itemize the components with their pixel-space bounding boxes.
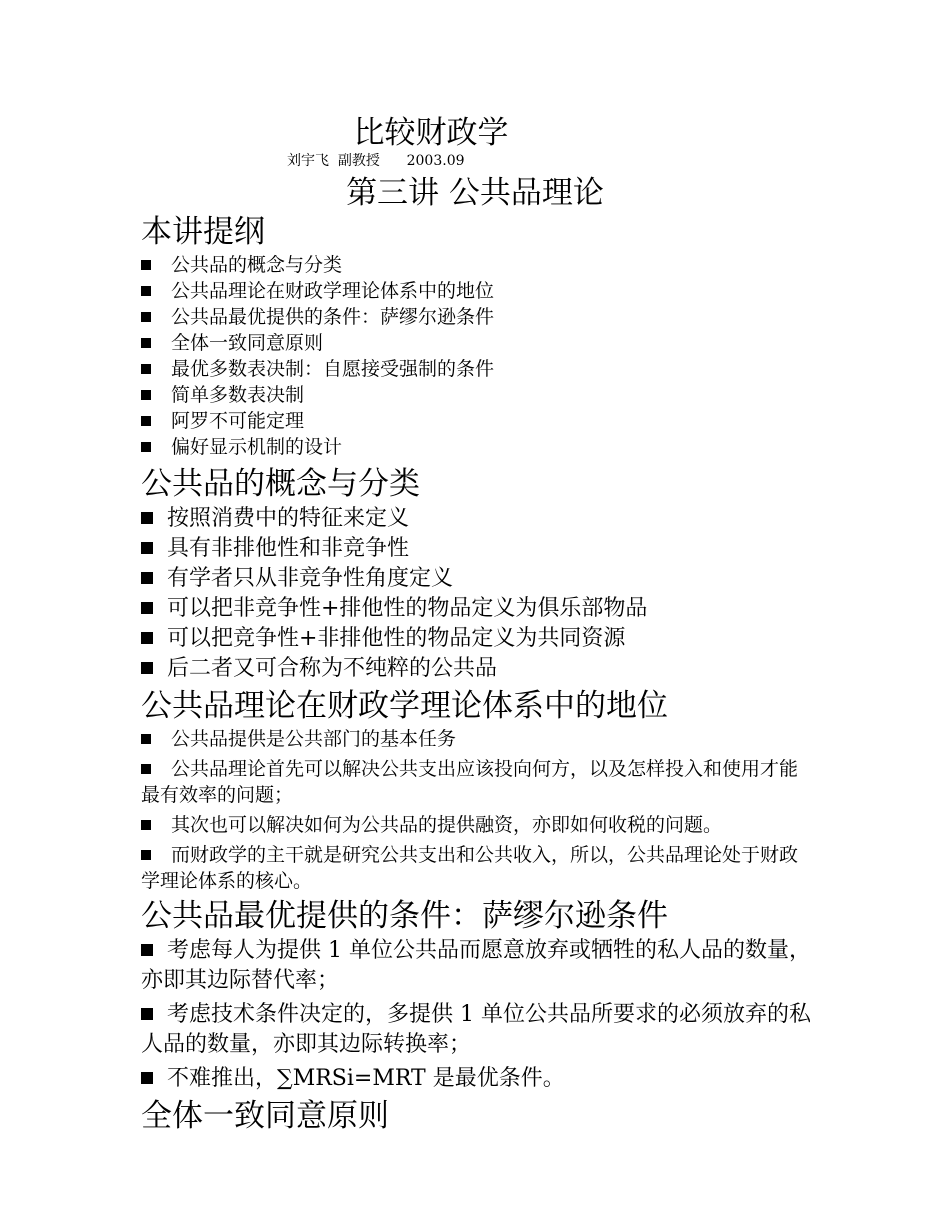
square-bullet-icon bbox=[141, 542, 153, 554]
lecture-title: 第三讲 公共品理论 bbox=[346, 175, 604, 211]
author-rank: 副教授 bbox=[337, 153, 380, 169]
list-item: 公共品提供是公共部门的基本任务 bbox=[141, 726, 811, 752]
document-date: 2003.09 bbox=[406, 153, 465, 169]
list-item: 后二者又可合称为不纯粹的公共品 bbox=[141, 654, 811, 684]
square-bullet-icon bbox=[141, 602, 153, 614]
square-bullet-icon bbox=[141, 944, 153, 956]
list-item: 简单多数表决制 bbox=[141, 382, 811, 408]
document-content bbox=[141, 212, 811, 1136]
square-bullet-icon bbox=[141, 632, 153, 644]
list-item: 考虑技术条件决定的，多提供 1 单位公共品所要求的必须放弃的私人品的数量，亦即其边际转换率； bbox=[141, 1002, 811, 1057]
square-bullet-icon bbox=[141, 1008, 153, 1020]
section-heading-unanimity: 全体一致同意原则 bbox=[141, 1098, 389, 1134]
square-bullet-icon bbox=[141, 364, 151, 374]
square-bullet-icon bbox=[141, 764, 151, 774]
square-bullet-icon bbox=[141, 390, 151, 400]
list-item: 而财政学的主干就是研究公共支出和公共收入，所以，公共品理论处于财政学理论体系的核心。 bbox=[141, 844, 799, 892]
list-item: 考虑每人为提供 1 单位公共品而愿意放弃或牺牲的私人品的数量，亦即其边际替代率； bbox=[141, 938, 811, 993]
list-item: 公共品理论在财政学理论体系中的地位 bbox=[141, 278, 811, 304]
section-heading-position: 公共品理论在财政学理论体系中的地位 bbox=[141, 688, 668, 724]
square-bullet-icon bbox=[141, 416, 151, 426]
square-bullet-icon bbox=[141, 662, 153, 674]
concept-list bbox=[141, 504, 811, 684]
square-bullet-icon bbox=[141, 312, 151, 322]
outline-list bbox=[141, 252, 811, 460]
square-bullet-icon bbox=[141, 286, 151, 296]
list-item: 可以把非竞争性+排他性的物品定义为俱乐部物品 bbox=[141, 594, 811, 624]
square-bullet-icon bbox=[141, 260, 151, 270]
section-heading-concept: 公共品的概念与分类 bbox=[141, 466, 420, 502]
author-line bbox=[287, 152, 465, 170]
square-bullet-icon bbox=[141, 734, 151, 744]
list-item: 公共品理论首先可以解决公共支出应该投向何方，以及怎样投入和使用才能最有效率的问题； bbox=[141, 758, 799, 806]
document-title: 比较财政学 bbox=[353, 115, 509, 151]
author-name: 刘宇飞 bbox=[287, 153, 329, 169]
list-item: 偏好显示机制的设计 bbox=[141, 434, 811, 460]
list-item: 按照消费中的特征来定义 bbox=[141, 504, 811, 534]
list-item: 不难推出，∑MRSi=MRT 是最优条件。 bbox=[141, 1064, 811, 1094]
square-bullet-icon bbox=[141, 820, 151, 830]
list-item: 最优多数表决制：自愿接受强制的条件 bbox=[141, 356, 811, 382]
square-bullet-icon bbox=[141, 850, 151, 860]
section-heading-samuelson: 公共品最优提供的条件：萨缪尔逊条件 bbox=[141, 898, 668, 934]
square-bullet-icon bbox=[141, 512, 153, 524]
square-bullet-icon bbox=[141, 338, 151, 348]
samuelson-list bbox=[141, 936, 811, 1094]
list-item: 其次也可以解决如何为公共品的提供融资，亦即如何收税的问题。 bbox=[141, 812, 811, 838]
list-item: 有学者只从非竞争性角度定义 bbox=[141, 564, 811, 594]
position-list bbox=[141, 726, 811, 894]
list-item: 阿罗不可能定理 bbox=[141, 408, 811, 434]
list-item: 全体一致同意原则 bbox=[141, 330, 811, 356]
list-item: 公共品最优提供的条件：萨缪尔逊条件 bbox=[141, 304, 811, 330]
section-heading-outline: 本讲提纲 bbox=[141, 214, 265, 250]
list-item: 具有非排他性和非竞争性 bbox=[141, 534, 811, 564]
list-item: 公共品的概念与分类 bbox=[141, 252, 811, 278]
square-bullet-icon bbox=[141, 1072, 153, 1084]
square-bullet-icon bbox=[141, 572, 153, 584]
square-bullet-icon bbox=[141, 442, 151, 452]
list-item: 可以把竞争性+非排他性的物品定义为共同资源 bbox=[141, 624, 811, 654]
